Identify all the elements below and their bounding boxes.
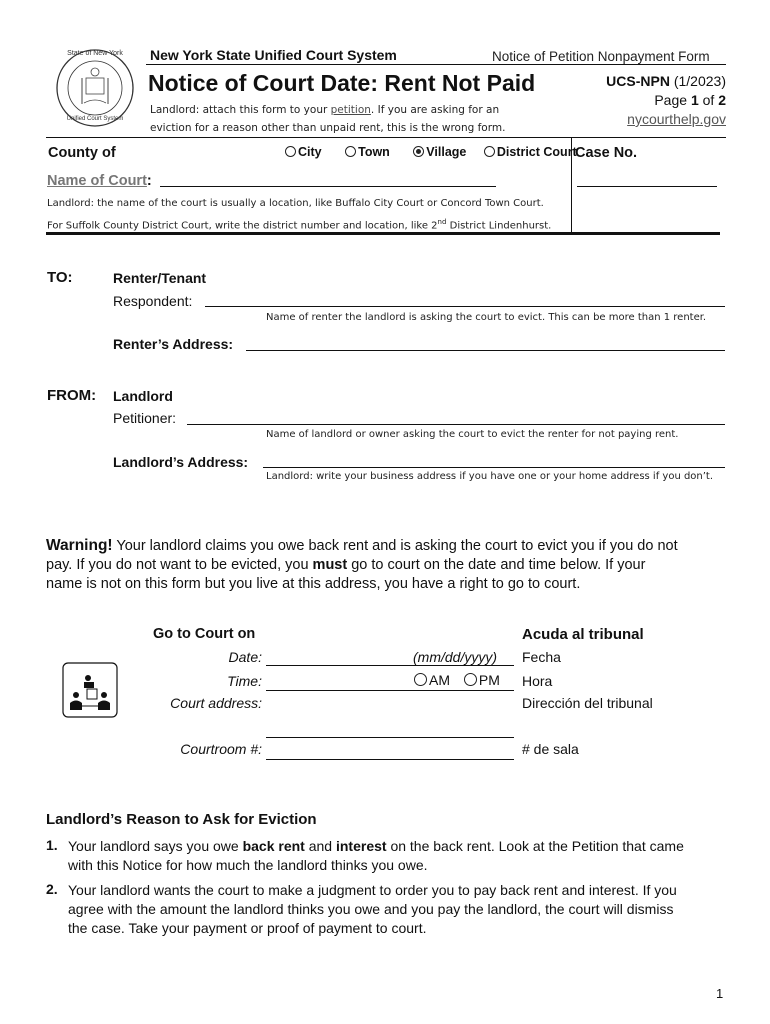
renter-address-field[interactable] — [246, 350, 725, 351]
to-label: TO: — [47, 269, 73, 286]
petitioner-label: Petitioner: — [113, 410, 177, 426]
de-sala-label: # de sala — [522, 741, 579, 757]
petitioner-field[interactable] — [187, 424, 725, 425]
petition-link[interactable]: petition — [330, 104, 371, 116]
form-id: UCS-NPN — [606, 73, 670, 89]
website-link[interactable]: nycourthelp.gov — [627, 111, 726, 127]
court-type-district[interactable]: District Court — [484, 145, 577, 159]
page-title: Notice of Court Date: Rent Not Paid — [148, 70, 536, 96]
fecha-label: Fecha — [522, 649, 561, 665]
date-format-hint: (mm/dd/yyyy) — [413, 649, 497, 665]
time-label: Time: — [227, 673, 262, 689]
respondent-label: Respondent: — [113, 293, 193, 309]
respondent-note: Name of renter the landlord is asking the court to evict. This can be more than 1 renter. — [266, 312, 707, 323]
town-radio[interactable] — [345, 146, 356, 157]
name-of-court-label: Name of Court: — [47, 173, 152, 189]
time-field[interactable] — [266, 690, 514, 691]
case-no-field[interactable] — [577, 186, 717, 187]
acuda-heading: Acuda al tribunal — [522, 626, 644, 643]
reason-item-2: Your landlord wants the court to make a judgment to order you to pay back rent and interest. If you agree with the amount the landlord thinks you owe and you pay the landlord, the court will dismiss the case. Take your payment or proof of payment to court. — [68, 882, 677, 936]
petitioner-note: Name of landlord or owner asking the court to evict the renter for not paying rent. — [266, 429, 679, 440]
respondent-field[interactable] — [205, 306, 725, 307]
court-type-options — [285, 145, 577, 159]
court-system-name: New York State Unified Court System — [150, 47, 397, 63]
reason-item-1: Your landlord says you owe back rent and interest on the back rent. Look at the Petition that came with this Notice for how much the landlord thinks you owe. — [68, 838, 684, 873]
pm-radio[interactable] — [464, 673, 477, 686]
pm-option[interactable]: PM — [464, 672, 500, 688]
court-type-village[interactable]: Village — [413, 145, 466, 159]
landlord-address-field[interactable] — [263, 467, 725, 468]
seal-text-bottom: Unified Court System — [66, 116, 124, 122]
date-field[interactable] — [266, 665, 514, 666]
am-pm-options — [414, 672, 500, 688]
court-name-note: Landlord: the name of the court is usually a location, like Buffalo City Court or Concord Town Court. For Suffolk County District Court, write the district number and location, like 2nd District Lindenhurst. — [47, 198, 552, 232]
name-of-court-field[interactable] — [160, 186, 496, 187]
landlord-address-label: Landlord’s Address: — [113, 454, 249, 470]
court-address-field[interactable] — [266, 737, 514, 738]
reason-item-number: 2. — [46, 881, 58, 897]
county-label: County of — [48, 145, 116, 161]
page-indicator: Page 1 of 2 — [654, 92, 726, 108]
renter-heading: Renter/Tenant — [113, 270, 207, 286]
court-type-city[interactable]: City — [285, 145, 322, 159]
landlord-heading: Landlord — [113, 388, 173, 404]
warning-paragraph: Warning! Your landlord claims you owe back rent and is asking the court to evict you if you do not pay. If you do not want to be evicted, you must go to court on the date and time below. If your name is not on this form but you live at this address, you have a right to go to court. — [46, 537, 678, 592]
court-address-label: Court address: — [170, 695, 262, 711]
from-label: FROM: — [47, 387, 97, 404]
go-to-court-heading: Go to Court on — [153, 626, 256, 642]
city-radio[interactable] — [285, 146, 296, 157]
seal-text-top: State of New York — [67, 50, 123, 57]
form-version: (1/2023) — [673, 73, 726, 89]
attach-instructions: Landlord: attach this form to your petition. If you are asking for an eviction for a reason other than unpaid rent, this is the wrong form. — [150, 104, 506, 134]
courtroom-field[interactable] — [266, 759, 514, 760]
landlord-address-note: Landlord: write your business address if you have one or your home address if you don’t. — [266, 471, 714, 482]
am-radio[interactable] — [414, 673, 427, 686]
village-radio[interactable] — [413, 146, 424, 157]
district-court-radio[interactable] — [484, 146, 495, 157]
courtroom-icon — [62, 662, 118, 718]
hora-label: Hora — [522, 673, 553, 689]
form-meta — [606, 72, 726, 129]
form-name: Notice of Petition Nonpayment Form — [492, 49, 710, 64]
court-seal — [55, 48, 135, 128]
date-label: Date: — [228, 649, 262, 665]
case-no-label: Case No. — [575, 145, 638, 161]
courtroom-label: Courtroom #: — [180, 741, 262, 757]
court-type-town[interactable]: Town — [345, 145, 390, 159]
direccion-label: Dirección del tribunal — [522, 695, 653, 711]
renter-address-label: Renter’s Address: — [113, 336, 234, 352]
page-number: 1 — [716, 986, 724, 1001]
reason-heading: Landlord’s Reason to Ask for Eviction — [46, 811, 317, 828]
reason-item-number: 1. — [46, 837, 58, 853]
am-option[interactable]: AM — [414, 672, 450, 688]
